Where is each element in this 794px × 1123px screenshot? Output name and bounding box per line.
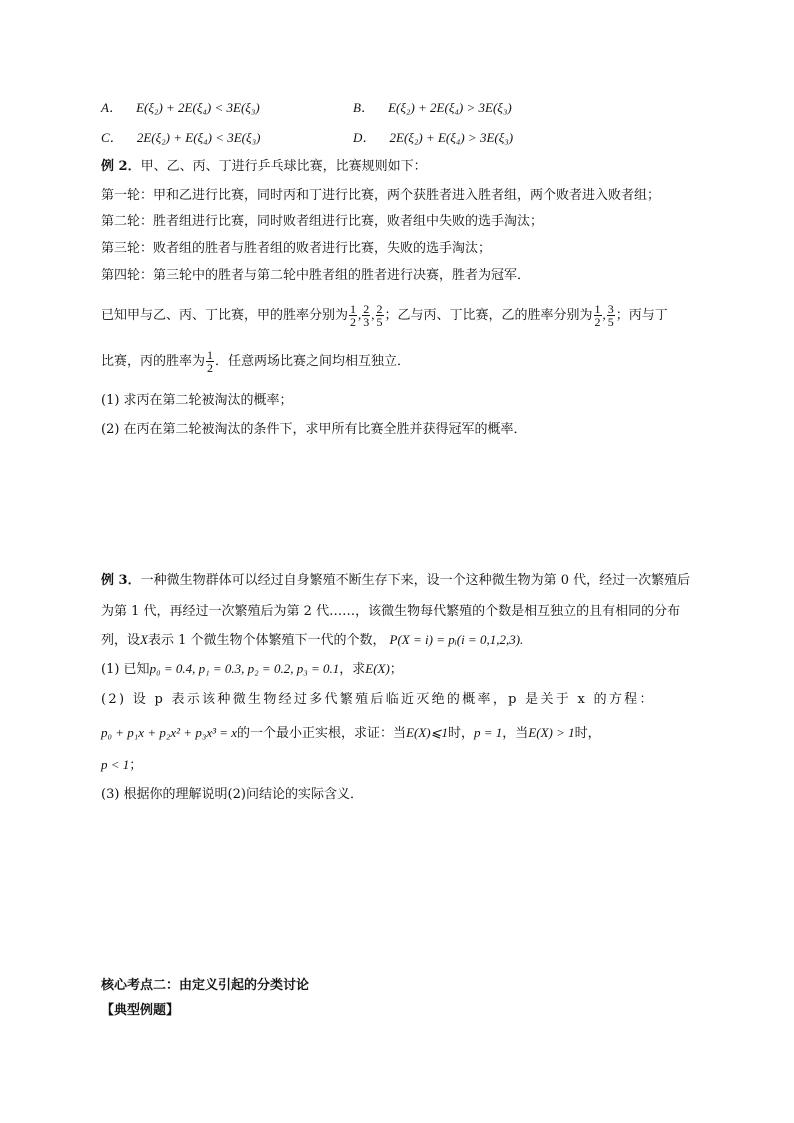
ex3-line-3: 列，设X表示 1 个微生物个体繁殖下一代的个数， P(X = i) = pᵢ(i = 0,1,2,3). bbox=[101, 632, 524, 648]
option-c-expr: 2E(ξ₂) + E(ξ₄) < 3E(ξ₃) bbox=[136, 130, 261, 145]
ex3-line-1 bbox=[101, 572, 690, 590]
option-c bbox=[101, 127, 260, 146]
fraction: $\frac{2}{5}$ bbox=[376, 302, 383, 329]
section-title: 核心考点二：由定义引起的分类讨论 bbox=[101, 978, 310, 993]
ex2-cond-a: 已知甲与乙、丙、丁比赛，甲的胜率分别为 bbox=[101, 308, 349, 323]
ex2-intro: 甲、乙、丙、丁进行乒乓球比赛，比赛规则如下： bbox=[140, 159, 427, 174]
ex2-rule-4: 第四轮：第三轮中的胜者与第二轮中胜者组的胜者进行决赛，胜者为冠军． bbox=[101, 268, 531, 283]
ex2-cond-c: ；丙与丁 bbox=[615, 308, 668, 323]
ex2-cond-d: 比赛，丙的胜率为 bbox=[101, 354, 206, 369]
ex3-question-2-end: p < 1； bbox=[101, 757, 143, 773]
ex2-question-2: (2) 在丙在第二轮被淘汰的条件下，求甲所有比赛全胜并获得冠军的概率． bbox=[101, 422, 527, 437]
option-a-label: A． bbox=[101, 100, 122, 115]
ex3-question-2-cont: p₀ + p₁x + p₂x² + p₃x³ = x的一个最小正实根，求证：当E(X)⩽1时，p = 1，当E(X) > 1时， bbox=[101, 725, 601, 741]
ex2-heading: 例 2． bbox=[101, 159, 141, 174]
ex3-heading: 例 3． bbox=[101, 573, 141, 588]
option-d-expr: 2E(ξ₂) + E(ξ₄) > 3E(ξ₃) bbox=[389, 130, 514, 145]
fraction: $\frac{1}{2}$ bbox=[207, 348, 214, 375]
option-a-expr: E(ξ₂) + 2E(ξ₄) < 3E(ξ₃) bbox=[136, 100, 260, 115]
fraction: $\frac{1}{2}$ bbox=[594, 302, 601, 329]
ex3-question-2: (2) 设 p 表示该种微生物经过多代繁殖后临近灭绝的概率，p 是关于 x 的方程： bbox=[101, 692, 655, 707]
ex2-condition-line: 已知甲与乙、丙、丁比赛，甲的胜率分别为 $\frac{1}{2}$ , $\frac{2}{3}$ , $\frac{2}{5}$ ；乙与丙、丁比赛，乙的胜率分别为 $\frac{1}{2}$ , $\frac{3}{5}$ ；丙与丁 bbox=[101, 302, 668, 329]
ex2-rule-3: 第三轮：败者组的胜者与胜者组的败者进行比赛，失败的选手淘汰； bbox=[101, 241, 492, 256]
option-b-expr: E(ξ₂) + 2E(ξ₄) > 3E(ξ₃) bbox=[388, 100, 512, 115]
ex3-l1: 一种微生物群体可以经过自身繁殖不断生存下来，设一个这种微生物为第 0 代，经过一次繁殖后 bbox=[140, 573, 691, 588]
ex2-cond-e: ．任意两场比赛之间均相互独立． bbox=[215, 354, 411, 369]
ex3-question-1: (1) 已知p₀ = 0.4, p₁ = 0.3, p₂ = 0.2, p₃ = 0.1，求E(X)； bbox=[101, 661, 403, 677]
ex3-line-2: 为第 1 代，再经过一次繁殖后为第 2 代……，该微生物每代繁殖的个数是相互独立的且有相同的分布 bbox=[101, 604, 681, 619]
ex2-cond-b: ；乙与丙、丁比赛，乙的胜率分别为 bbox=[384, 308, 593, 323]
ex2-rule-1: 第一轮：甲和乙进行比赛，同时丙和丁进行比赛，两个获胜者进入胜者组，两个败者进入败者组； bbox=[101, 188, 661, 203]
ex2-condition-line-2 bbox=[101, 347, 410, 377]
ex2-rule-2: 第二轮：胜者组进行比赛，同时败者组进行比赛，败者组中失败的选手淘汰； bbox=[101, 214, 544, 229]
option-b-label: B． bbox=[353, 100, 374, 115]
option-b bbox=[353, 97, 512, 116]
fraction: $\frac{3}{5}$ bbox=[607, 302, 614, 329]
fraction: $\frac{1}{2}$ bbox=[350, 302, 357, 329]
ex2-question-1: (1) 求丙在第二轮被淘汰的概率； bbox=[101, 393, 293, 408]
fraction: $\frac{2}{3}$ bbox=[363, 302, 370, 329]
ex2-intro-line bbox=[101, 158, 427, 176]
section-subtitle: 【典型例题】 bbox=[101, 1003, 180, 1018]
ex3-question-3: (3) 根据你的理解说明(2)问结论的实际含义． bbox=[101, 787, 363, 802]
option-a bbox=[101, 97, 260, 116]
option-d-label: D． bbox=[353, 130, 376, 145]
option-c-label: C． bbox=[101, 130, 123, 145]
option-d bbox=[353, 127, 513, 146]
